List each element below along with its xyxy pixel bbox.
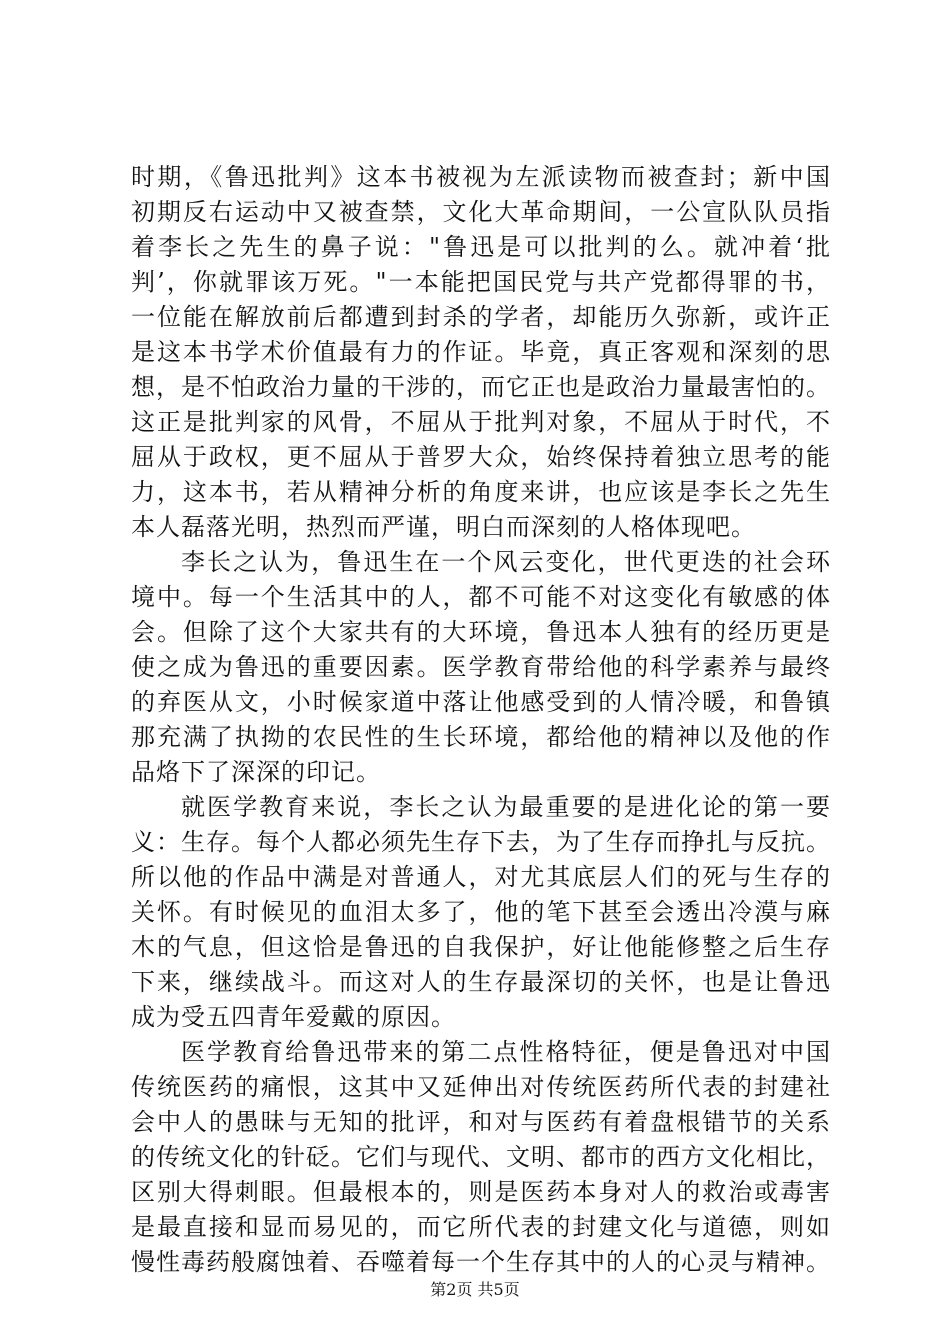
text-line: 品烙下了深深的印记。	[131, 758, 381, 786]
text-line: 本人磊落光明，热烈而严谨，明白而深刻的人格体现吧。	[131, 513, 756, 541]
text-line: 区别大得刺眼。但最根本的，则是医药本身对人的救治或毒害	[131, 1178, 831, 1206]
text-line: 判’，你就罪该万死。"一本能把国民党与共产党都得罪的书，	[131, 268, 831, 296]
page-footer: 第2页 共5页	[430, 1280, 520, 1299]
text-line: 成为受五四青年爱戴的原因。	[131, 1003, 456, 1031]
document-body	[131, 160, 831, 1280]
text-line: 医学教育给鲁迅带来的第二点性格特征，便是鲁迅对中国	[181, 1038, 831, 1066]
text-line: 慢性毒药般腐蚀着、吞噬着每一个生存其中的人的心灵与精神。	[131, 1248, 831, 1276]
text-line: 义：生存。每个人都必须先生存下去，为了生存而挣扎与反抗。	[131, 828, 831, 856]
text-line: 时期，《鲁迅批判》这本书被视为左派读物而被查封；新中国	[131, 163, 831, 191]
text-line: 的弃医从文，小时候家道中落让他感受到的人情冷暖，和鲁镇	[131, 688, 831, 716]
text-line: 所以他的作品中满是对普通人，对尤其底层人们的死与生存的	[131, 863, 831, 891]
text-line: 一位能在解放前后都遭到封杀的学者，却能历久弥新，或许正	[131, 303, 831, 331]
text-line: 初期反右运动中又被查禁，文化大革命期间，一公宣队队员指	[131, 198, 831, 226]
text-line: 着李长之先生的鼻子说："鲁迅是可以批判的么。就冲着‘批	[131, 233, 831, 261]
text-line: 那充满了执拗的农民性的生长环境，都给他的精神以及他的作	[131, 723, 831, 751]
text-line: 屈从于政权，更不屈从于普罗大众，始终保持着独立思考的能	[131, 443, 831, 471]
text-line: 会中人的愚昧与无知的批评，和对与医药有着盘根错节的关系	[131, 1108, 831, 1136]
text-line: 传统医药的痛恨，这其中又延伸出对传统医药所代表的封建社	[131, 1073, 831, 1101]
text-line: 会。但除了这个大家共有的大环境，鲁迅本人独有的经历更是	[131, 618, 831, 646]
text-line: 就医学教育来说，李长之认为最重要的是进化论的第一要	[181, 793, 831, 821]
text-line: 使之成为鲁迅的重要因素。医学教育带给他的科学素养与最终	[131, 653, 831, 681]
text-line: 关怀。有时候见的血泪太多了，他的笔下甚至会透出冷漠与麻	[131, 898, 831, 926]
text-line: 李长之认为，鲁迅生在一个风云变化，世代更迭的社会环	[181, 548, 831, 576]
text-line: 这正是批判家的风骨，不屈从于批判对象，不屈从于时代，不	[131, 408, 831, 436]
text-line: 的传统文化的针砭。它们与现代、文明、都市的西方文化相比，	[131, 1143, 831, 1171]
text-line: 木的气息，但这恰是鲁迅的自我保护，好让他能修整之后生存	[131, 933, 831, 961]
text-line: 境中。每一个生活其中的人，都不可能不对这变化有敏感的体	[131, 583, 831, 611]
text-line: 是最直接和显而易见的，而它所代表的封建文化与道德，则如	[131, 1213, 831, 1241]
text-line: 下来，继续战斗。而这对人的生存最深切的关怀，也是让鲁迅	[131, 968, 831, 996]
text-line: 想，是不怕政治力量的干涉的，而它正也是政治力量最害怕的。	[131, 373, 831, 401]
text-line: 是这本书学术价值最有力的作证。毕竟，真正客观和深刻的思	[131, 338, 831, 366]
text-line: 力，这本书，若从精神分析的角度来讲，也应该是李长之先生	[131, 478, 831, 506]
